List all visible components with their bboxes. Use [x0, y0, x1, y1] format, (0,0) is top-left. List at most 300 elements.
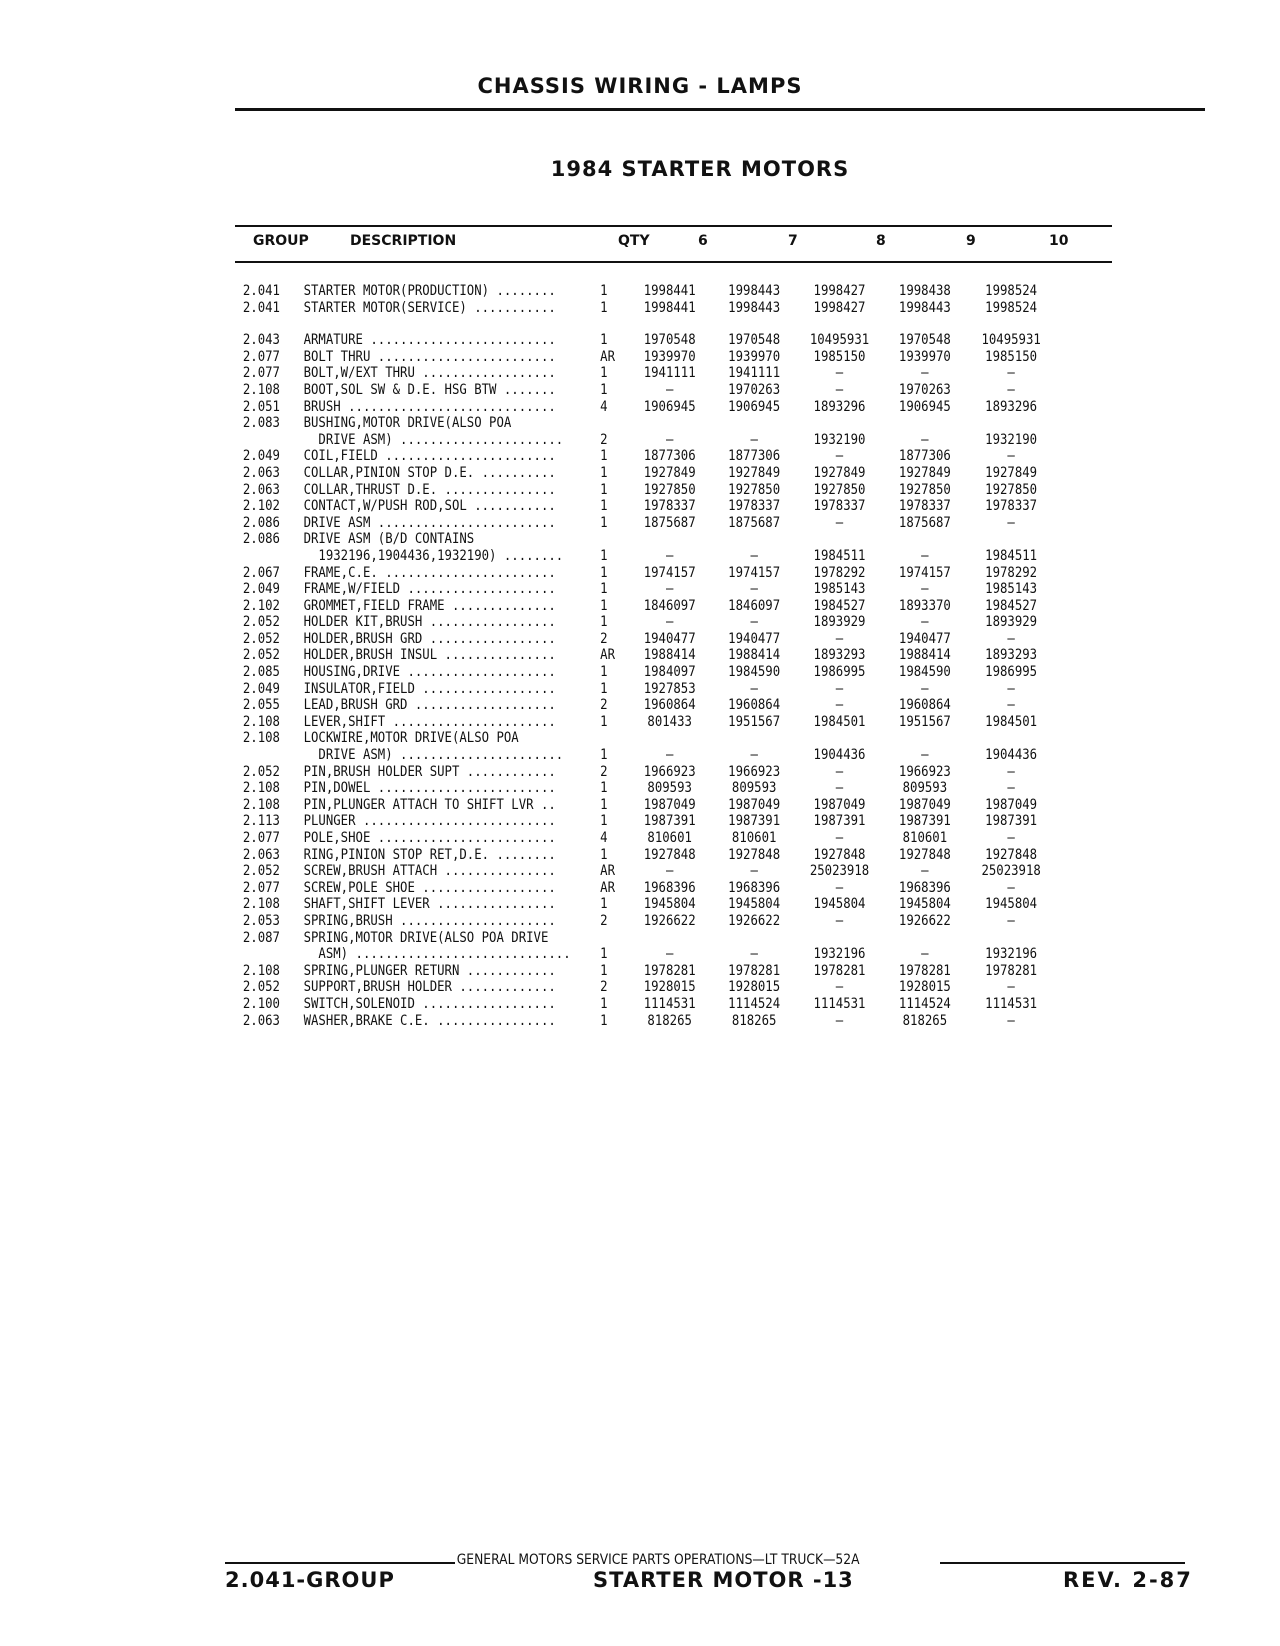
cell-description: CONTACT,W/PUSH ROD,SOL ...........	[303, 498, 556, 515]
cell-qty: 1	[600, 564, 608, 581]
cell-part-number-7: 1998443	[728, 299, 781, 316]
cell-part-number-7: —	[750, 863, 758, 880]
cell-part-number-9: 1939970	[898, 348, 951, 365]
cell-part-number-8: —	[835, 979, 844, 996]
cell-qty: 1	[600, 896, 608, 913]
cell-part-number-8: —	[835, 365, 844, 382]
cell-qty: AR	[600, 348, 615, 365]
cell-part-number-9: —	[921, 863, 929, 880]
cell-group: 2.041	[242, 283, 280, 299]
table-row	[0, 614, 1276, 631]
cell-part-number-7: 1939970	[728, 348, 781, 365]
cell-part-number-7: 1960864	[728, 697, 781, 714]
cell-part-number-10: —	[1007, 381, 1015, 398]
cell-group: 2.052	[242, 614, 280, 631]
cell-qty: 1	[600, 780, 608, 797]
cell-part-number-8: —	[835, 780, 844, 797]
cell-part-number-10: 1978281	[985, 962, 1038, 979]
cell-group: 2.077	[242, 879, 280, 896]
cell-qty: 1	[600, 547, 608, 564]
cell-description: INSULATOR,FIELD ..................	[303, 680, 556, 697]
cell-description: DRIVE ASM) ......................	[303, 431, 564, 448]
cell-description: SHAFT,SHIFT LEVER ................	[303, 896, 556, 913]
cell-part-number-7: 1906945	[728, 398, 781, 415]
cell-part-number-6: 1940477	[643, 630, 696, 647]
cell-part-number-7: —	[750, 581, 758, 598]
table-row	[0, 448, 1276, 465]
cell-part-number-8: 1984501	[813, 713, 866, 730]
cell-part-number-6: 1114531	[643, 995, 696, 1012]
cell-part-number-10: —	[1007, 365, 1015, 382]
table-row	[0, 946, 1276, 963]
cell-part-number-9: —	[921, 614, 929, 631]
cell-part-number-7: 1974157	[728, 564, 781, 581]
cell-part-number-10: —	[1007, 830, 1015, 846]
cell-part-number-9: —	[921, 747, 929, 764]
cell-qty: 1	[600, 747, 608, 764]
cell-part-number-10: 1893929	[985, 614, 1038, 631]
cell-group: 2.052	[242, 763, 280, 780]
cell-part-number-10: —	[1007, 912, 1015, 929]
cell-description: ARMATURE .........................	[303, 332, 556, 349]
cell-qty: 1	[600, 796, 608, 813]
table-row	[0, 714, 1276, 731]
cell-qty: 1	[600, 514, 608, 531]
cell-description: POLE,SHOE ........................	[303, 830, 556, 846]
cell-description: COLLAR,PINION STOP D.E. ..........	[303, 464, 556, 481]
cell-qty: 4	[600, 830, 608, 846]
cell-part-number-10: 1985150	[985, 348, 1038, 365]
cell-part-number-6: 1927848	[643, 846, 696, 863]
cell-group: 2.067	[242, 564, 280, 581]
cell-part-number-7: —	[750, 431, 758, 448]
cell-part-number-9: 1906945	[898, 398, 951, 415]
cell-part-number-9: 1966923	[898, 763, 951, 780]
cell-group: 2.043	[242, 332, 280, 349]
cell-group: 2.100	[242, 995, 280, 1012]
cell-part-number-9: 1927848	[898, 846, 951, 863]
cell-part-number-8: 1927849	[813, 464, 866, 481]
table-row	[0, 631, 1276, 648]
cell-part-number-10: 1978337	[985, 498, 1038, 515]
footer-section: STARTER MOTOR -13	[593, 1568, 854, 1592]
cell-part-number-8: —	[835, 697, 844, 714]
cell-qty: 1	[600, 962, 608, 979]
table-row	[0, 979, 1276, 996]
cell-description: RING,PINION STOP RET,D.E. ........	[303, 846, 556, 863]
cell-part-number-6: 1906945	[643, 398, 696, 415]
cell-part-number-7: 1926622	[728, 912, 781, 929]
cell-qty: 1	[600, 813, 608, 830]
cell-part-number-8: 1978337	[813, 498, 866, 515]
cell-qty: 4	[600, 398, 608, 415]
table-row	[0, 681, 1276, 698]
cell-group: 2.085	[242, 664, 280, 681]
cell-part-number-6: 810601	[647, 830, 692, 846]
column-header-8: 8	[876, 233, 886, 249]
cell-part-number-10: 1927850	[985, 481, 1038, 498]
cell-qty: 1	[600, 995, 608, 1012]
cell-description: BRUSH ............................	[303, 398, 556, 415]
cell-part-number-6: 1928015	[643, 979, 696, 996]
cell-part-number-8: 1998427	[813, 299, 866, 316]
cell-group: 2.108	[242, 381, 280, 398]
cell-qty: 2	[600, 912, 608, 929]
cell-part-number-9: 1927850	[898, 481, 951, 498]
cell-part-number-9: 1970263	[898, 381, 951, 398]
footer-group: 2.041-GROUP	[225, 1568, 395, 1592]
cell-part-number-9: 810601	[902, 830, 948, 846]
cell-description: SPRING,BRUSH .....................	[303, 912, 556, 929]
table-row	[0, 813, 1276, 830]
cell-group: 2.108	[242, 962, 280, 979]
cell-part-number-8: 1986995	[813, 664, 866, 681]
table-row	[0, 747, 1276, 764]
cell-qty: 1	[600, 332, 608, 349]
cell-group: 2.052	[242, 647, 280, 664]
cell-part-number-10: 1985143	[985, 581, 1038, 598]
cell-part-number-9: 809593	[902, 780, 948, 797]
cell-qty: 2	[600, 763, 608, 780]
table-row	[0, 498, 1276, 515]
cell-part-number-7: 1970263	[728, 381, 781, 398]
cell-group: 2.087	[242, 929, 280, 946]
cell-part-number-9: —	[921, 946, 929, 963]
cell-part-number-6: —	[665, 863, 674, 880]
cell-part-number-10: 1978292	[985, 564, 1038, 581]
cell-part-number-8: 1984527	[813, 597, 866, 614]
cell-part-number-7: 1945804	[728, 896, 781, 913]
cell-part-number-6: 801433	[647, 713, 692, 730]
cell-part-number-7: 1114524	[728, 995, 781, 1012]
cell-part-number-9: 1960864	[898, 697, 951, 714]
cell-part-number-6: —	[665, 946, 674, 963]
cell-part-number-7: —	[750, 614, 758, 631]
table-row	[0, 300, 1276, 317]
cell-part-number-7: —	[750, 946, 758, 963]
cell-group: 2.053	[242, 912, 280, 929]
cell-qty: 1	[600, 946, 608, 963]
cell-qty: 1	[600, 381, 608, 398]
cell-part-number-10: 1893296	[985, 398, 1038, 415]
cell-part-number-6: 1875687	[643, 514, 696, 531]
cell-part-number-10: 1893293	[985, 647, 1038, 664]
cell-description: BOLT,W/EXT THRU ..................	[303, 365, 556, 382]
cell-part-number-6: 1939970	[643, 348, 696, 365]
cell-qty: 1	[600, 680, 608, 697]
cell-description: BOOT,SOL SW & D.E. HSG BTW .......	[303, 381, 556, 398]
table-row	[0, 415, 1276, 432]
cell-part-number-10: 1904436	[985, 747, 1038, 764]
cell-group: 2.063	[242, 481, 280, 498]
cell-part-number-9: 1987049	[898, 796, 951, 813]
cell-group: 2.063	[242, 846, 280, 863]
cell-part-number-6: 1978337	[643, 498, 696, 515]
table-row	[0, 880, 1276, 897]
cell-part-number-9: 1928015	[898, 979, 951, 996]
table-row	[0, 399, 1276, 416]
cell-part-number-7: 1978281	[728, 962, 781, 979]
cell-part-number-6: 1998441	[643, 283, 696, 299]
cell-part-number-10: —	[1007, 630, 1015, 647]
cell-part-number-9: 1998438	[898, 283, 951, 299]
table-row	[0, 697, 1276, 714]
cell-description: PIN,PLUNGER ATTACH TO SHIFT LVR ..	[303, 796, 556, 813]
footer-rule-left	[225, 1562, 457, 1564]
cell-group: 2.113	[242, 813, 280, 830]
cell-qty: 1	[600, 365, 608, 382]
cell-part-number-6: —	[665, 747, 674, 764]
cell-group: 2.049	[242, 448, 280, 465]
cell-part-number-10: 1927848	[985, 846, 1038, 863]
cell-group: 2.041	[242, 299, 280, 316]
cell-part-number-6: —	[665, 581, 674, 598]
cell-group: 2.077	[242, 365, 280, 382]
cell-part-number-7: 1927848	[728, 846, 781, 863]
cell-part-number-10: —	[1007, 879, 1015, 896]
cell-part-number-6: 1987049	[643, 796, 696, 813]
cell-qty: 1	[600, 614, 608, 631]
cell-part-number-8: 1978281	[813, 962, 866, 979]
table-row	[0, 647, 1276, 664]
cell-group: 2.086	[242, 514, 280, 531]
cell-description: PLUNGER ..........................	[303, 813, 556, 830]
cell-group: 2.077	[242, 348, 280, 365]
cell-description: 1932196,1904436,1932190) ........	[303, 547, 564, 564]
cell-qty: 2	[600, 630, 608, 647]
cell-part-number-6: 818265	[647, 1012, 692, 1029]
cell-part-number-7: 1951567	[728, 713, 781, 730]
cell-part-number-8: —	[835, 630, 844, 647]
cell-part-number-10: 1987049	[985, 796, 1038, 813]
cell-group: 2.108	[242, 796, 280, 813]
cell-part-number-6: —	[665, 431, 674, 448]
column-header-7: 7	[788, 233, 798, 249]
cell-description: COLLAR,THRUST D.E. ...............	[303, 481, 556, 498]
cell-group: 2.063	[242, 464, 280, 481]
cell-qty: 1	[600, 581, 608, 598]
cell-part-number-6: 1968396	[643, 879, 696, 896]
cell-part-number-7: 818265	[731, 1012, 777, 1029]
cell-part-number-7: 1846097	[728, 597, 781, 614]
table-row	[0, 1013, 1276, 1030]
cell-description: COIL,FIELD .......................	[303, 448, 556, 465]
cell-description: HOLDER,BRUSH INSUL ...............	[303, 647, 556, 664]
cell-description: SPRING,MOTOR DRIVE(ALSO POA DRIVE	[303, 929, 549, 946]
cell-description: HOLDER KIT,BRUSH .................	[303, 614, 556, 631]
cell-part-number-8: 1927848	[813, 846, 866, 863]
table-row	[0, 930, 1276, 947]
cell-part-number-6: 1974157	[643, 564, 696, 581]
table-row	[0, 598, 1276, 615]
cell-part-number-6: 1927853	[643, 680, 696, 697]
cell-group: 2.049	[242, 581, 280, 598]
table-row	[0, 896, 1276, 913]
cell-description: BUSHING,MOTOR DRIVE(ALSO POA	[303, 415, 512, 432]
cell-part-number-10: 1927849	[985, 464, 1038, 481]
cell-part-number-6: 1984097	[643, 664, 696, 681]
cell-part-number-9: —	[921, 680, 929, 697]
cell-part-number-9: 1875687	[898, 514, 951, 531]
cell-description: HOUSING,DRIVE ....................	[303, 664, 556, 681]
cell-part-number-9: 818265	[902, 1012, 948, 1029]
cell-part-number-8: 1927850	[813, 481, 866, 498]
cell-description: HOLDER,BRUSH GRD .................	[303, 630, 556, 647]
cell-part-number-9: —	[921, 431, 929, 448]
cell-description: DRIVE ASM) ......................	[303, 747, 564, 764]
cell-part-number-8: 10495931	[809, 332, 870, 349]
cell-part-number-7: 1927849	[728, 464, 781, 481]
cell-part-number-9: 1877306	[898, 448, 951, 465]
cell-part-number-10: —	[1007, 780, 1015, 797]
cell-part-number-6: 1927849	[643, 464, 696, 481]
cell-description: SCREW,BRUSH ATTACH ...............	[303, 863, 556, 880]
cell-description: STARTER MOTOR(SERVICE) ...........	[303, 299, 556, 316]
cell-part-number-10: —	[1007, 1012, 1015, 1029]
cell-part-number-7: 1941111	[728, 365, 781, 382]
cell-part-number-8: 1987391	[813, 813, 866, 830]
cell-description: PIN,DOWEL ........................	[303, 780, 556, 797]
cell-part-number-7: 1966923	[728, 763, 781, 780]
cell-part-number-8: 1114531	[813, 995, 866, 1012]
cell-description: FRAME,W/FIELD ....................	[303, 581, 556, 598]
table-row	[0, 664, 1276, 681]
cell-part-number-10: —	[1007, 680, 1015, 697]
cell-part-number-10: 1986995	[985, 664, 1038, 681]
cell-part-number-10: —	[1007, 763, 1015, 780]
cell-part-number-6: 809593	[647, 780, 692, 797]
cell-part-number-10: —	[1007, 448, 1015, 465]
table-row	[0, 764, 1276, 781]
table-row	[0, 283, 1276, 300]
cell-part-number-7: —	[750, 747, 758, 764]
cell-part-number-7: —	[750, 547, 758, 564]
cell-part-number-7: 1968396	[728, 879, 781, 896]
cell-part-number-8: —	[835, 879, 844, 896]
cell-part-number-9: 1114524	[898, 995, 951, 1012]
table-top-rule	[235, 225, 1112, 227]
table-row	[0, 482, 1276, 499]
cell-part-number-8: 1987049	[813, 796, 866, 813]
cell-description: DRIVE ASM (B/D CONTAINS	[303, 531, 475, 548]
table-row	[0, 531, 1276, 548]
cell-part-number-7: 1984590	[728, 664, 781, 681]
table-row	[0, 863, 1276, 880]
cell-part-number-7: 1927850	[728, 481, 781, 498]
table-row	[0, 465, 1276, 482]
table-row	[0, 515, 1276, 532]
cell-part-number-10: 1984527	[985, 597, 1038, 614]
cell-group: 2.051	[242, 398, 280, 415]
cell-part-number-8: 1932196	[813, 946, 866, 963]
cell-qty: 1	[600, 464, 608, 481]
cell-part-number-10: —	[1007, 979, 1015, 996]
cell-part-number-7: 1877306	[728, 448, 781, 465]
cell-part-number-9: 1968396	[898, 879, 951, 896]
cell-part-number-9: —	[921, 365, 929, 382]
section-title: 1984 STARTER MOTORS	[550, 157, 850, 181]
cell-part-number-10: 1987391	[985, 813, 1038, 830]
cell-qty: 1	[600, 664, 608, 681]
table-row	[0, 730, 1276, 747]
cell-part-number-7: 810601	[731, 830, 777, 846]
cell-part-number-10: 10495931	[981, 332, 1041, 349]
cell-part-number-8: —	[835, 680, 844, 697]
cell-part-number-9: 1893370	[898, 597, 951, 614]
cell-part-number-8: —	[835, 381, 844, 398]
cell-qty: 2	[600, 431, 608, 448]
cell-description: LEVER,SHIFT ......................	[303, 713, 556, 730]
cell-part-number-6: 1987391	[643, 813, 696, 830]
cell-part-number-9: —	[921, 581, 929, 598]
cell-description: WASHER,BRAKE C.E. ................	[303, 1012, 556, 1029]
cell-part-number-9: 1927849	[898, 464, 951, 481]
cell-description: SUPPORT,BRUSH HOLDER .............	[303, 979, 556, 996]
cell-part-number-7: 1988414	[728, 647, 781, 664]
cell-description: SCREW,POLE SHOE ..................	[303, 879, 556, 896]
cell-qty: 1	[600, 597, 608, 614]
cell-part-number-8: 1998427	[813, 283, 866, 299]
cell-group: 2.086	[242, 531, 280, 548]
footer-rule-right	[940, 1562, 1185, 1564]
cell-part-number-9: 1940477	[898, 630, 951, 647]
parts-table-body	[0, 283, 1280, 1029]
cell-part-number-8: —	[835, 830, 844, 846]
cell-part-number-9: 1984590	[898, 664, 951, 681]
cell-group: 2.052	[242, 979, 280, 996]
cell-part-number-7: 1928015	[728, 979, 781, 996]
cell-part-number-6: 1978281	[643, 962, 696, 979]
cell-qty: AR	[600, 863, 615, 880]
cell-part-number-8: 1932190	[813, 431, 866, 448]
table-row	[0, 780, 1276, 797]
cell-qty: 2	[600, 979, 608, 996]
table-row	[0, 581, 1276, 598]
title-rule	[235, 108, 1205, 111]
table-row	[0, 365, 1276, 382]
cell-description: ASM) .............................	[303, 946, 571, 963]
cell-part-number-9: 1970548	[898, 332, 951, 349]
page-title: CHASSIS WIRING - LAMPS	[477, 74, 803, 98]
cell-qty: 1	[600, 1012, 608, 1029]
cell-part-number-10: 1945804	[985, 896, 1038, 913]
cell-part-number-9: 1978281	[898, 962, 951, 979]
cell-part-number-8: 1893293	[813, 647, 866, 664]
cell-description: BOLT THRU ........................	[303, 348, 556, 365]
cell-qty: 1	[600, 481, 608, 498]
cell-part-number-8: —	[835, 912, 844, 929]
cell-part-number-9: 1951567	[898, 713, 951, 730]
cell-group: 2.108	[242, 896, 280, 913]
cell-group: 2.108	[242, 780, 280, 797]
table-row	[0, 565, 1276, 582]
cell-part-number-8: —	[835, 1012, 844, 1029]
cell-part-number-6: 1998441	[643, 299, 696, 316]
cell-description: LOCKWIRE,MOTOR DRIVE(ALSO POA	[303, 730, 519, 747]
cell-description: LEAD,BRUSH GRD ...................	[303, 697, 556, 714]
table-row	[0, 332, 1276, 349]
column-header-group: GROUP	[253, 233, 309, 249]
cell-part-number-9: —	[921, 547, 929, 564]
table-row	[0, 996, 1276, 1013]
cell-part-number-7: 1998443	[728, 283, 781, 299]
cell-part-number-9: 1987391	[898, 813, 951, 830]
cell-part-number-7: 1940477	[728, 630, 781, 647]
cell-description: SPRING,PLUNGER RETURN ............	[303, 962, 556, 979]
cell-part-number-10: 25023918	[981, 863, 1041, 880]
cell-part-number-7: 809593	[731, 780, 777, 797]
table-row	[0, 913, 1276, 930]
